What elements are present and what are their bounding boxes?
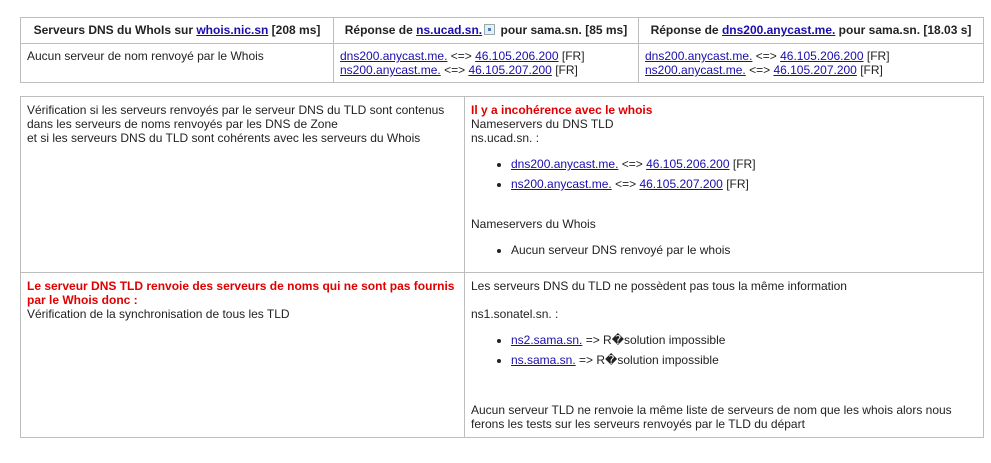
whois-result-cell: Aucun serveur de nom renvoyé par le Whois <box>21 44 334 83</box>
ns-entry: dns200.anycast.me. <=> 46.105.206.200 [FR] <box>340 49 585 63</box>
header-dns200: Réponse de dns200.anycast.me. pour sama.sn. [18.03 s] <box>639 18 984 44</box>
consistency-check-table <box>20 96 984 438</box>
ns-ucad-link[interactable]: ns.ucad.sn. <box>416 23 483 37</box>
sync-description-cell: Le serveur DNS TLD renvoie des serveurs de noms qui ne sont pas fournis par le Whois donc : Vérification de la synchronisation de tous les TLD <box>21 273 465 438</box>
dns200-link[interactable]: dns200.anycast.me. <box>721 23 836 37</box>
ns-entry: dns200.anycast.me. <=> 46.105.206.200 [FR] <box>645 49 890 63</box>
list-item: • dns200.anycast.me. <=> 46.105.206.200 [FR] <box>511 157 977 171</box>
ns-ip-link[interactable]: 46.105.206.200 <box>780 49 864 63</box>
whois-nameserver-list <box>471 243 977 257</box>
tld-nameserver-list <box>471 157 977 191</box>
sync-server-name: ns1.sonatel.sn. : <box>471 307 559 321</box>
list-item: • Aucun serveur DNS renvoyé par le whois <box>511 243 977 257</box>
sync-resolution-list <box>471 333 977 367</box>
dns-info-icon[interactable] <box>484 24 495 35</box>
whois-link[interactable]: whois.nic.sn <box>196 23 269 37</box>
tld-server-name: ns.ucad.sn. : <box>471 131 540 145</box>
ns-host-link[interactable]: ns200.anycast.me. <box>511 177 612 191</box>
header-row <box>21 18 984 44</box>
list-item: • ns2.sama.sn. => R�solution impossible <box>511 333 977 347</box>
list-item: • ns200.anycast.me. <=> 46.105.207.200 [FR] <box>511 177 977 191</box>
check-row-whois <box>21 97 984 273</box>
check-result-cell <box>465 97 984 273</box>
ns-host-link[interactable]: dns200.anycast.me. <box>645 49 753 63</box>
ns-ip-link[interactable]: 46.105.207.200 <box>773 63 857 77</box>
ns-entry: ns200.anycast.me. <=> 46.105.207.200 [FR] <box>645 63 883 77</box>
ns-host-link[interactable]: ns.sama.sn. <box>511 353 576 367</box>
list-item: • ns.sama.sn. => R�solution impossible <box>511 353 977 367</box>
whois-comparison-table <box>20 17 984 83</box>
sync-conclusion: Aucun serveur TLD ne renvoie la même liste de serveurs de nom que les whois alors nous ferons les tests sur les serveurs renvoyés par le TLD du départ <box>471 403 952 431</box>
tld-mismatch-alert: Le serveur DNS TLD renvoie des serveurs de noms qui ne sont pas fournis par le Whois donc : <box>27 279 455 307</box>
header-whois: Serveurs DNS du WhoIs sur whois.nic.sn [208 ms] <box>21 18 334 44</box>
ucad-result-cell <box>334 44 639 83</box>
header-ucad: Réponse de ns.ucad.sn. pour sama.sn. [85 ms] <box>334 18 639 44</box>
check-row-sync <box>21 273 984 438</box>
data-row <box>21 44 984 83</box>
ns-ip-link[interactable]: 46.105.206.200 <box>475 49 559 63</box>
check-description-cell: Vérification si les serveurs renvoyés par le serveur DNS du TLD sont contenus dans les serveurs de noms renvoyés par les DNS de Zone et si les serveurs DNS du TLD sont cohérents avec les serveurs du Whois <box>21 97 465 273</box>
ns-host-link[interactable]: dns200.anycast.me. <box>511 157 619 171</box>
tld-nameservers-title: Nameservers du DNS TLD <box>471 117 614 131</box>
ns-ip-link[interactable]: 46.105.207.200 <box>639 177 723 191</box>
ns-host-link[interactable]: dns200.anycast.me. <box>340 49 448 63</box>
dns200-result-cell <box>639 44 984 83</box>
ns-host-link[interactable]: ns200.anycast.me. <box>645 63 746 77</box>
whois-nameservers-title: Nameservers du Whois <box>471 217 596 231</box>
incoherence-alert: Il y a incohérence avec le whois <box>471 103 653 117</box>
ns-ip-link[interactable]: 46.105.207.200 <box>468 63 552 77</box>
ns-entry: ns200.anycast.me. <=> 46.105.207.200 [FR] <box>340 63 578 77</box>
ns-host-link[interactable]: ns2.sama.sn. <box>511 333 583 347</box>
ns-host-link[interactable]: ns200.anycast.me. <box>340 63 441 77</box>
ns-ip-link[interactable]: 46.105.206.200 <box>646 157 730 171</box>
sync-result-cell: Les serveurs DNS du TLD ne possèdent pas tous la même information ns1.sonatel.sn. : • ns2.sama.sn. => R�solution impossible • ns.sama.sn. => R�solution impossible Aucun serveur TLD ne renvoie la même liste de serveurs de nom que les whois alors nous ferons les tests sur les serveurs renvoyés par le TLD du départ <box>465 273 984 438</box>
